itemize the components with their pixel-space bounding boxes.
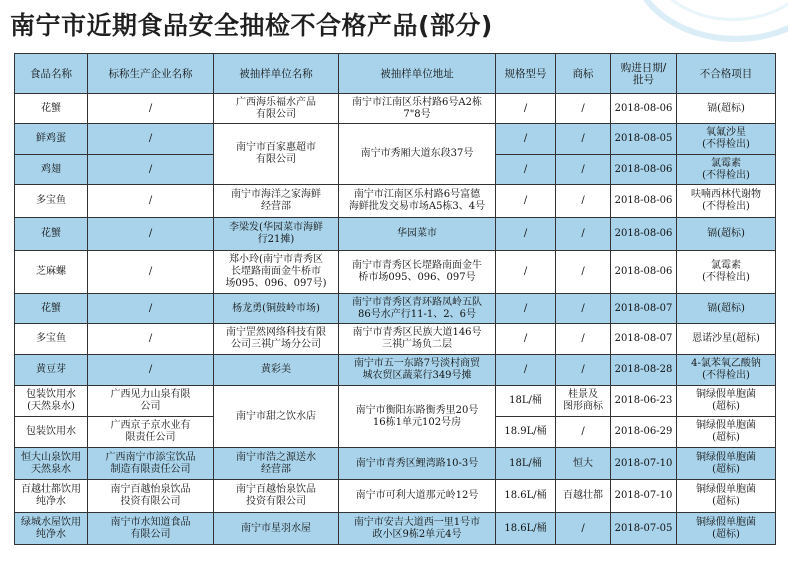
cell-food-name: 鸡翅	[15, 155, 88, 185]
cell-unit: 南宁市星羽水屋	[214, 513, 339, 545]
cell-unit: 广西海乐福水产品 有限公司	[214, 94, 339, 124]
cell-food-name: 包装饮用水	[15, 417, 88, 448]
cell-date: 2018-06-23	[611, 386, 677, 417]
cell-date: 2018-08-06	[611, 218, 677, 251]
cell-food-name: 绿城水屋饮用 纯净水	[15, 513, 88, 545]
cell-producer: /	[88, 185, 214, 218]
cell-spec: /	[496, 155, 556, 185]
cell-failed-item: 镉(超标)	[677, 294, 776, 324]
cell-failed-item: 铜绿假单胞菌 (超标)	[677, 513, 776, 545]
cell-spec: 18.9L/桶	[496, 417, 556, 448]
cell-address: 南宁市青秀区青环路凤岭五队 86号水产行11-1、2、6号	[339, 294, 496, 324]
cell-address: 南宁市衡阳东路衡秀里20号 16栋1单元102号房	[339, 386, 496, 448]
cell-date: 2018-06-29	[611, 417, 677, 448]
table-row	[15, 448, 776, 480]
cell-producer: /	[88, 218, 214, 251]
cell-address: 南宁市青秀区鲤湾路10-3号	[339, 448, 496, 480]
cell-producer: 南宁市水知道食品 有限公司	[88, 513, 214, 545]
cell-brand: /	[556, 251, 611, 294]
header-spec: 规格型号	[496, 54, 556, 94]
cell-unit: 南宁市百家惠超市 有限公司	[214, 124, 339, 185]
cell-spec: /	[496, 185, 556, 218]
cell-unit: 南宁罡然网络科技有限 公司三祺广场分公司	[214, 324, 339, 355]
cell-date: 2018-07-05	[611, 513, 677, 545]
cell-address: 南宁市江南区乐村路6号富德 海鲜批发交易市场A5栋3、4号	[339, 185, 496, 218]
cell-unit: 郑小玲(南宁市青秀区 长堽路南面金牛桥市 场095、096、097号)	[214, 251, 339, 294]
cell-spec: 18L/桶	[496, 386, 556, 417]
cell-brand: /	[556, 417, 611, 448]
cell-food-name: 多宝鱼	[15, 185, 88, 218]
cell-failed-item: 4-氯苯氧乙酸钠 (不得检出)	[677, 355, 776, 386]
cell-producer: /	[88, 355, 214, 386]
header-brand: 商标	[556, 54, 611, 94]
cell-address: 南宁市江南区乐村路6号A2栋 7"8号	[339, 94, 496, 124]
cell-failed-item: 氯霉素 (不得检出)	[677, 251, 776, 294]
cell-spec: 18L/桶	[496, 448, 556, 480]
header-sampled-address: 被抽样单位地址	[339, 54, 496, 94]
table-row	[15, 324, 776, 355]
cell-food-name: 黄豆芽	[15, 355, 88, 386]
cell-producer: /	[88, 294, 214, 324]
cell-failed-item: 恩诺沙星(超标)	[677, 324, 776, 355]
cell-brand: /	[556, 155, 611, 185]
cell-address: 南宁市青秀区长堽路南面金牛 桥市场095、096、097号	[339, 251, 496, 294]
cell-address: 南宁市可利大道那元岭12号	[339, 480, 496, 513]
cell-spec: /	[496, 251, 556, 294]
cell-brand: /	[556, 513, 611, 545]
unqualified-products-table	[14, 53, 776, 545]
page-title: 南宁市近期食品安全抽检不合格产品(部分)	[10, 11, 493, 40]
cell-date: 2018-08-06	[611, 251, 677, 294]
cell-producer: 广西见力山泉有限 公司	[88, 386, 214, 417]
cell-food-name: 百越壮都饮用 纯净水	[15, 480, 88, 513]
cell-brand: /	[556, 294, 611, 324]
cell-failed-item: 氯霉素 (不得检出)	[677, 155, 776, 185]
cell-food-name: 包装饮用水 (天然泉水)	[15, 386, 88, 417]
cell-producer: /	[88, 94, 214, 124]
cell-producer: /	[88, 124, 214, 155]
table-row	[15, 355, 776, 386]
table-row	[15, 218, 776, 251]
cell-failed-item: 铜绿假单胞菌 (超标)	[677, 448, 776, 480]
cell-address: 南宁市秀厢大道东段37号	[339, 124, 496, 185]
table-row	[15, 386, 776, 417]
cell-brand: 恒大	[556, 448, 611, 480]
cell-producer: /	[88, 324, 214, 355]
cell-date: 2018-08-06	[611, 155, 677, 185]
cell-failed-item: 铜绿假单胞菌 (超标)	[677, 480, 776, 513]
cell-food-name: 芝麻螺	[15, 251, 88, 294]
cell-address: 南宁市五一东路7号淡村商贸 城农贸区蔬菜行349号摊	[339, 355, 496, 386]
cell-producer: 广西南宁市添宝饮品 制造有限责任公司	[88, 448, 214, 480]
cell-producer: /	[88, 251, 214, 294]
table-row	[15, 251, 776, 294]
cell-date: 2018-07-10	[611, 480, 677, 513]
table-row	[15, 94, 776, 124]
cell-producer: 南宁百越怡泉饮品 投资有限公司	[88, 480, 214, 513]
cell-food-name: 鲜鸡蛋	[15, 124, 88, 155]
cell-address: 南宁市安吉大道西一里1号市 政小区9栋2单元4号	[339, 513, 496, 545]
header-sampled-unit: 被抽样单位名称	[214, 54, 339, 94]
cell-date: 2018-07-10	[611, 448, 677, 480]
cell-unit: 南宁市海洋之家海鲜 经营部	[214, 185, 339, 218]
cell-brand: /	[556, 324, 611, 355]
cell-date: 2018-08-28	[611, 355, 677, 386]
cell-food-name: 多宝鱼	[15, 324, 88, 355]
cell-food-name: 花蟹	[15, 94, 88, 124]
cell-food-name: 恒大山泉饮用 天然泉水	[15, 448, 88, 480]
cell-unit: 南宁市浩之源送水 经营部	[214, 448, 339, 480]
table-row	[15, 124, 776, 155]
cell-date: 2018-08-07	[611, 294, 677, 324]
cell-spec: /	[496, 355, 556, 386]
cell-spec: /	[496, 124, 556, 155]
cell-unit: 李梁发(华园菜市海鲜 行21摊)	[214, 218, 339, 251]
cell-brand: 百越壮都	[556, 480, 611, 513]
cell-spec: 18.6L/桶	[496, 513, 556, 545]
table-row	[15, 185, 776, 218]
cell-brand: /	[556, 185, 611, 218]
cell-address: 南宁市青秀区民族大道146号 三祺广场负二层	[339, 324, 496, 355]
cell-brand: /	[556, 124, 611, 155]
cell-producer: /	[88, 155, 214, 185]
cell-failed-item: 镉(超标)	[677, 218, 776, 251]
header-food-name: 食品名称	[15, 54, 88, 94]
table-header-row	[15, 54, 776, 94]
header-date: 购进日期/ 批号	[611, 54, 677, 94]
table-row	[15, 294, 776, 324]
cell-food-name: 花蟹	[15, 218, 88, 251]
cell-brand: /	[556, 218, 611, 251]
table-row	[15, 513, 776, 545]
cell-brand: 桂景及 图形商标	[556, 386, 611, 417]
cell-spec: /	[496, 324, 556, 355]
cell-producer: 广西京子京水业有 限责任公司	[88, 417, 214, 448]
cell-unit: 黄彩美	[214, 355, 339, 386]
cell-brand: /	[556, 355, 611, 386]
cell-date: 2018-08-07	[611, 324, 677, 355]
cell-failed-item: 呋喃西林代谢物 (不得检出)	[677, 185, 776, 218]
cell-food-name: 花蟹	[15, 294, 88, 324]
cell-spec: /	[496, 294, 556, 324]
cell-unit: 南宁市甜之饮水店	[214, 386, 339, 448]
cell-address: 华园菜市	[339, 218, 496, 251]
cell-brand: /	[556, 94, 611, 124]
cell-date: 2018-08-05	[611, 124, 677, 155]
cell-spec: /	[496, 218, 556, 251]
cell-unit: 南宁百越怡泉饮品 投资有限公司	[214, 480, 339, 513]
header-producer: 标称生产企业名称	[88, 54, 214, 94]
cell-spec: 18.6L/桶	[496, 480, 556, 513]
cell-failed-item: 铜绿假单胞菌 (超标)	[677, 417, 776, 448]
cell-failed-item: 氧氟沙星 (不得检出)	[677, 124, 776, 155]
cell-failed-item: 铜绿假单胞菌 (超标)	[677, 386, 776, 417]
cell-spec: /	[496, 94, 556, 124]
cell-failed-item: 镉(超标)	[677, 94, 776, 124]
table-row	[15, 480, 776, 513]
cell-unit: 杨龙勇(铜鼓岭市场)	[214, 294, 339, 324]
cell-date: 2018-08-06	[611, 94, 677, 124]
header-failed-item: 不合格项目	[677, 54, 776, 94]
cell-date: 2018-08-06	[611, 185, 677, 218]
